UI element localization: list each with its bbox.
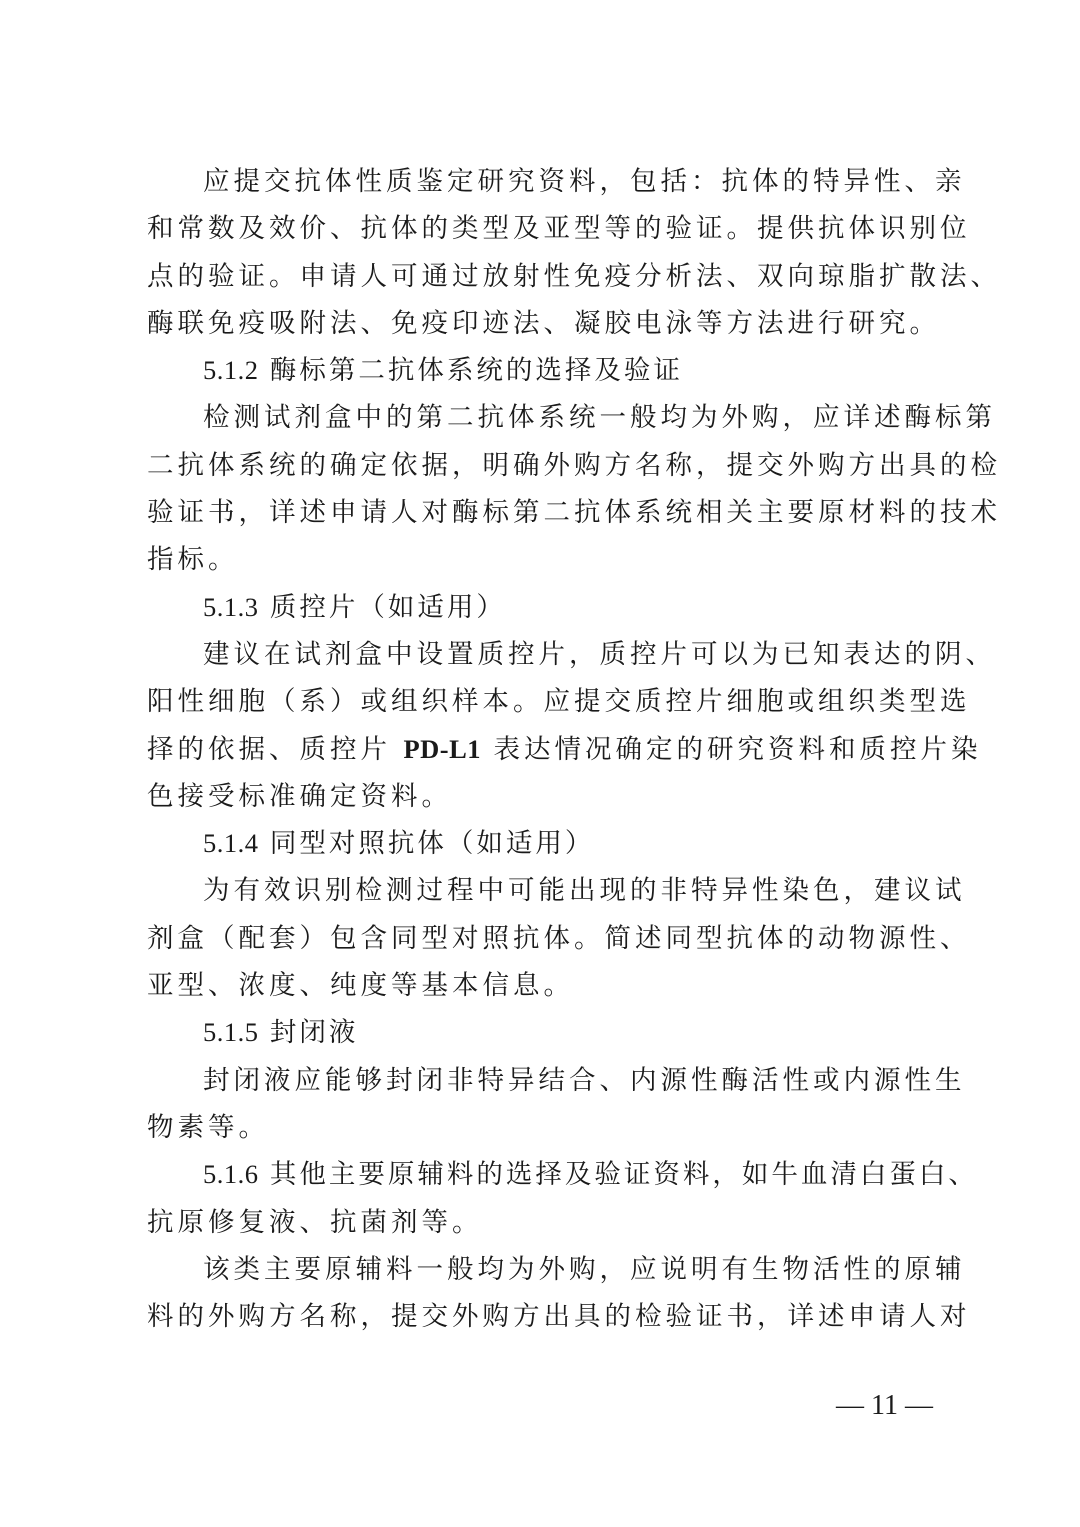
text-segment: 择的依据、质控片 xyxy=(147,733,404,765)
section-heading-5-1-4 xyxy=(147,820,937,867)
paragraph-control-slide xyxy=(147,631,996,820)
section-title: 质控片（如适用） xyxy=(258,591,506,623)
section-title: 酶标第二抗体系统的选择及验证 xyxy=(258,355,683,387)
section-title: 其他主要原辅料的选择及验证资料，如牛血清白蛋白、 xyxy=(258,1159,978,1191)
section-heading-continuation: 抗原修复液、抗菌剂等。 xyxy=(147,1206,483,1238)
section-number: 5.1.5 xyxy=(203,1017,259,1048)
section-title: 同型对照抗体（如适用） xyxy=(258,828,595,860)
marker-name: PD-L1 xyxy=(403,733,482,764)
text-line: 物素等。 xyxy=(147,1111,269,1143)
text-line: 色接受标准确定资料。 xyxy=(147,780,452,812)
section-heading-5-1-2 xyxy=(147,347,937,394)
section-number: 5.1.3 xyxy=(203,591,259,622)
section-title: 封闭液 xyxy=(258,1017,359,1049)
section-heading-5-1-3 xyxy=(147,584,937,631)
section-number: 5.1.4 xyxy=(203,828,259,859)
paragraph-isotype-control xyxy=(147,867,971,1009)
section-number: 5.1.2 xyxy=(203,355,259,386)
text-line: 建议在试剂盒中设置质控片，质控片可以为已知表达的阴、 xyxy=(203,638,996,670)
paragraph-blocking-solution xyxy=(147,1057,966,1152)
section-number: 5.1.6 xyxy=(203,1159,259,1190)
text-line: 二抗体系统的确定依据，明确外购方名称，提交外购方出具的检 xyxy=(147,449,1001,481)
paragraph-other-materials xyxy=(147,1246,971,1341)
text-line: 该类主要原辅料一般均为外购，应说明有生物活性的原辅 xyxy=(203,1253,966,1285)
text-segment: 表达情况确定的研究资料和质控片染 xyxy=(481,733,982,765)
section-heading-5-1-6 xyxy=(147,1151,978,1198)
text-line-with-marker xyxy=(147,726,982,773)
section-heading-5-1-5 xyxy=(147,1009,937,1056)
text-line: 料的外购方名称，提交外购方出具的检验证书，详述申请人对 xyxy=(147,1301,971,1333)
page-number: — 11 — xyxy=(836,1390,933,1421)
text-line: 和常数及效价、抗体的类型及亚型等的验证。提供抗体识别位 xyxy=(147,213,971,245)
text-line: 检测试剂盒中的第二抗体系统一般均为外购，应详述酶标第 xyxy=(203,402,996,434)
document-body xyxy=(147,158,1001,1340)
paragraph-antibody-characterization xyxy=(147,158,1001,347)
text-line: 点的验证。申请人可通过放射性免疫分析法、双向琼脂扩散法、 xyxy=(147,260,1001,292)
text-line: 阳性细胞（系）或组织样本。应提交质控片细胞或组织类型选 xyxy=(147,686,971,718)
text-line: 为有效识别检测过程中可能出现的非特异性染色，建议试 xyxy=(203,875,966,907)
text-line: 应提交抗体性质鉴定研究资料，包括：抗体的特异性、亲 xyxy=(203,166,966,197)
text-line: 验证书，详述申请人对酶标第二抗体系统相关主要原材料的技术 xyxy=(147,497,1001,529)
text-line: 亚型、浓度、纯度等基本信息。 xyxy=(147,970,574,1002)
paragraph-secondary-antibody xyxy=(147,394,1001,583)
text-line: 指标。 xyxy=(147,544,239,576)
text-line: 酶联免疫吸附法、免疫印迹法、凝胶电泳等方法进行研究。 xyxy=(147,307,940,339)
text-line: 封闭液应能够封闭非特异结合、内源性酶活性或内源性生 xyxy=(203,1064,966,1096)
text-line: 剂盒（配套）包含同型对照抗体。简述同型抗体的动物源性、 xyxy=(147,922,971,954)
